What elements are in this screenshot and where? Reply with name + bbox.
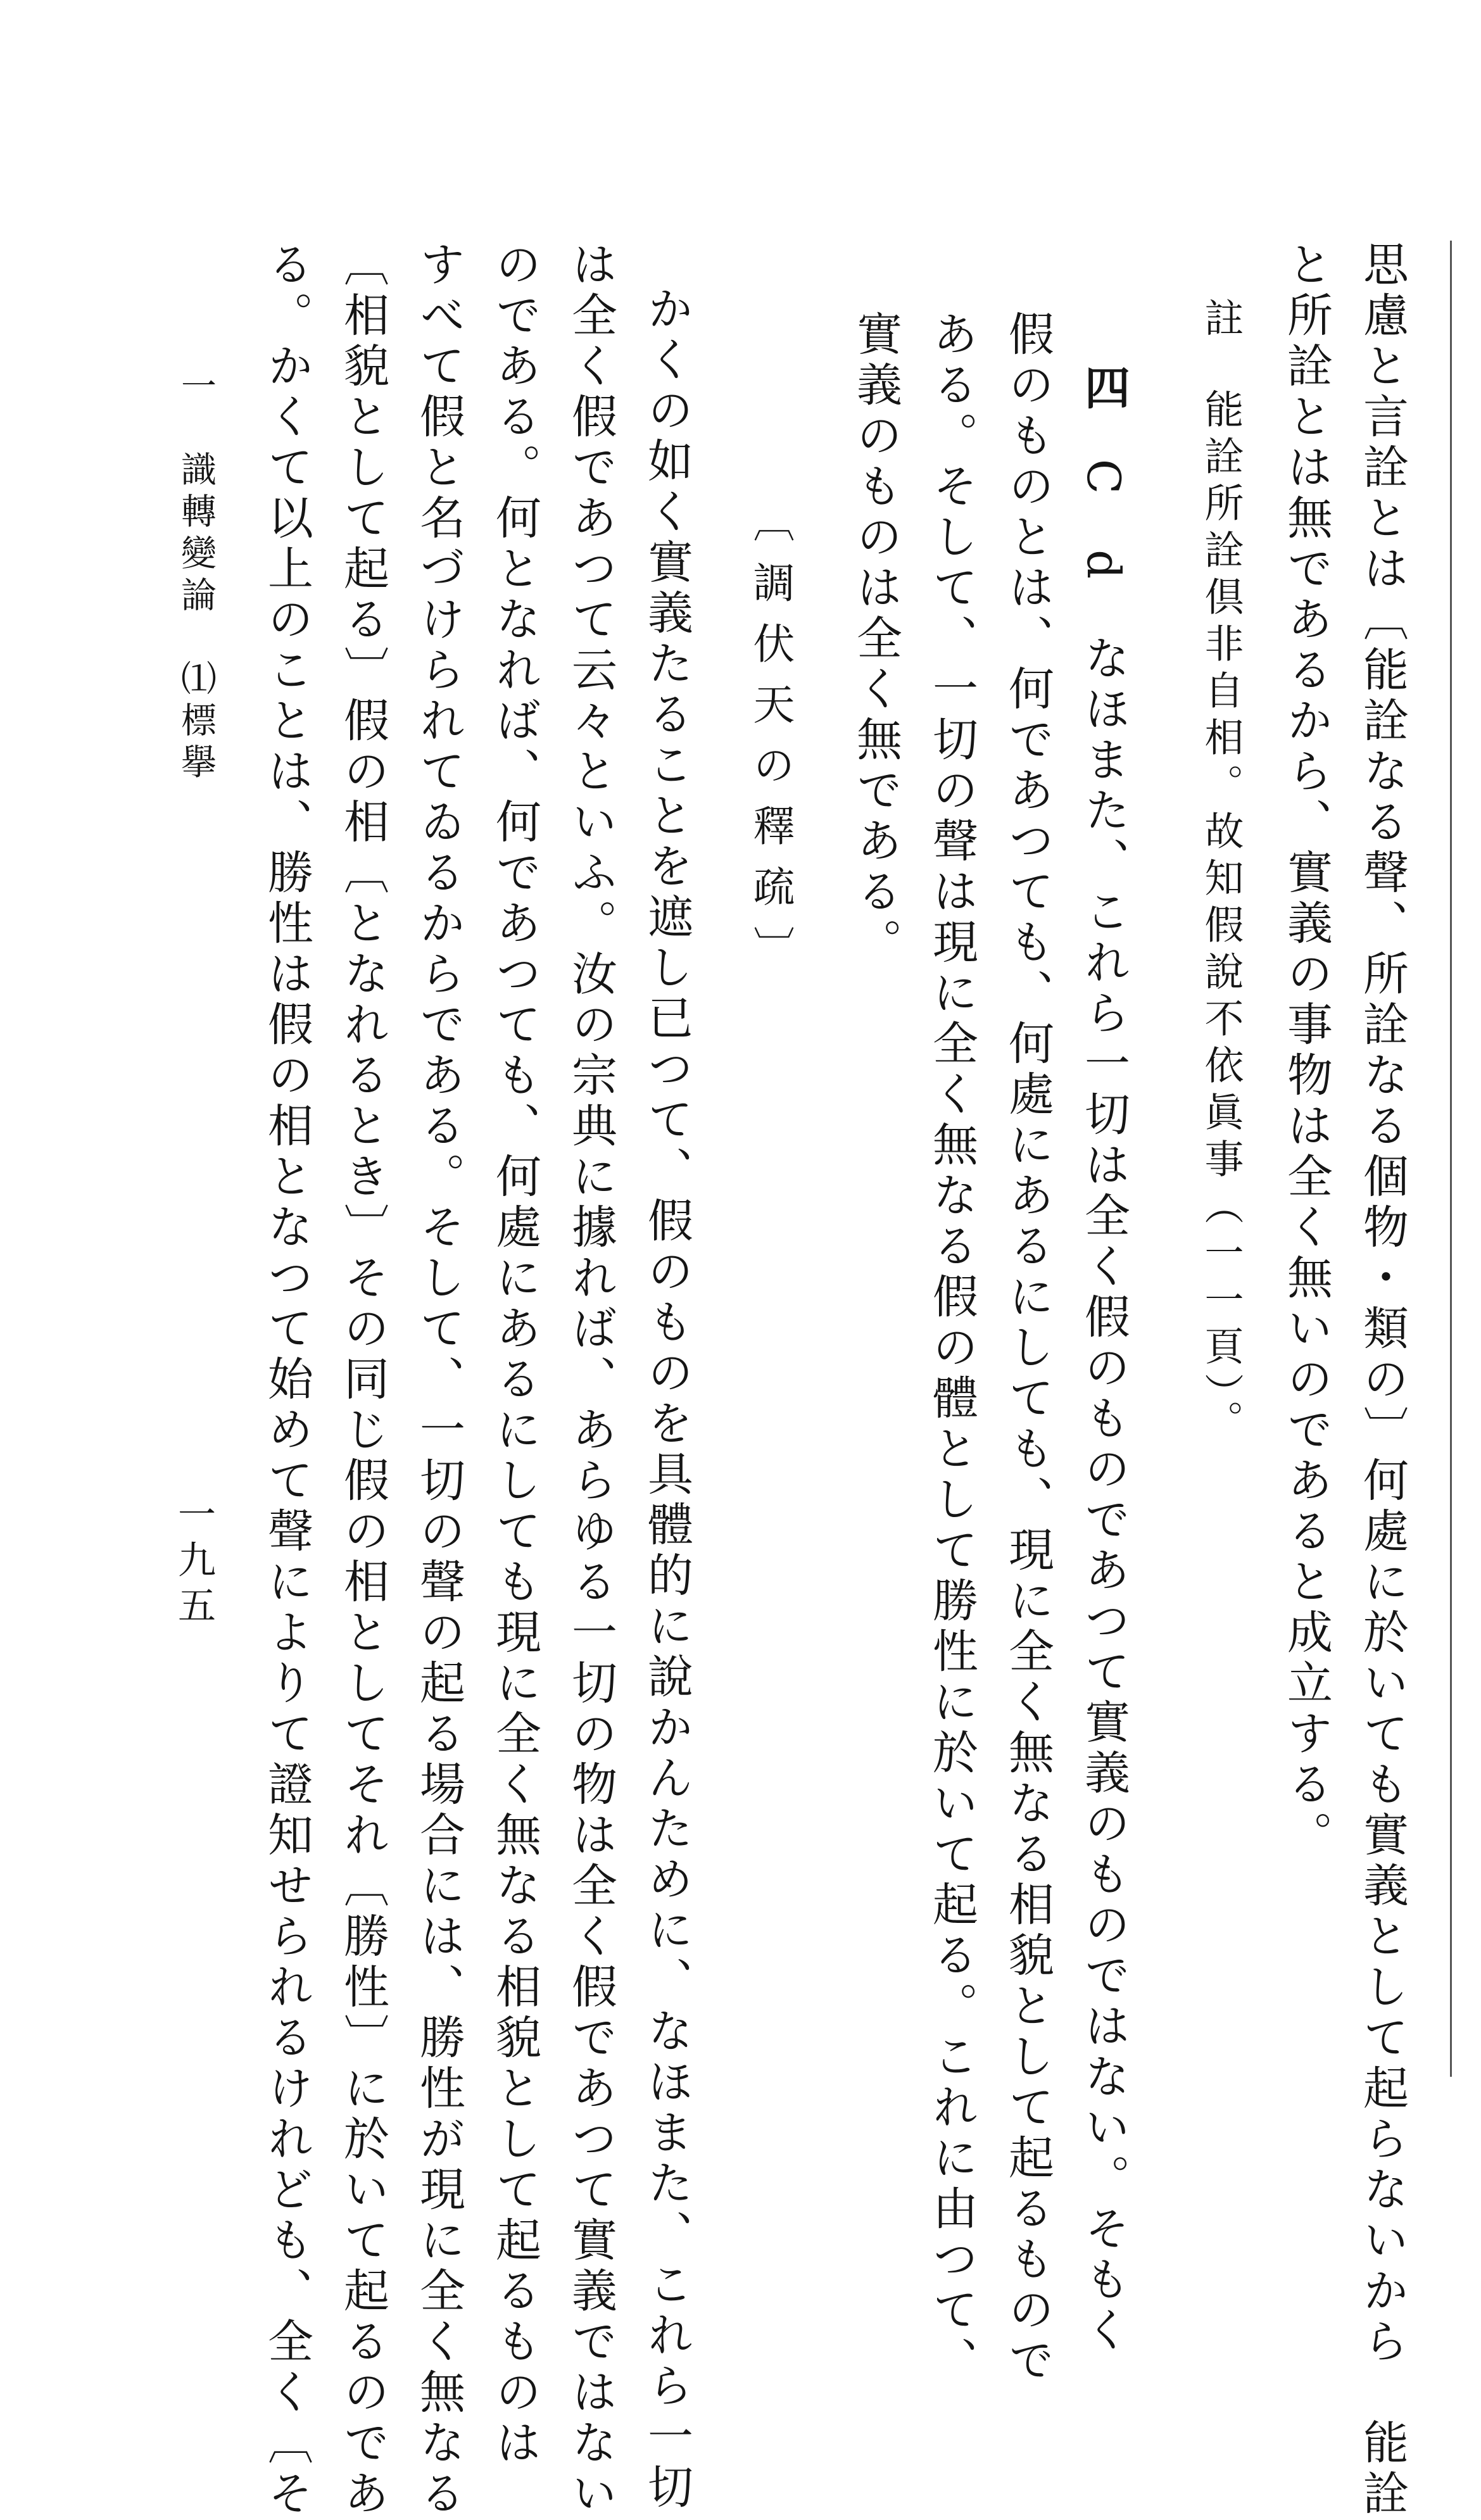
page-number: 一九五 — [172, 1494, 216, 1631]
section-number: 四 — [1077, 364, 1131, 415]
text-line-2: と所詮とは無であるから、實義の事物は全く無いのであると成立する。 — [1280, 241, 1333, 1862]
section-text: C d なほまた、これら一切は全く假のものであつて實義のものではない。そもく — [1077, 459, 1130, 2357]
running-header: 一 識轉變論 ⑴標擧 — [175, 367, 217, 785]
note-label: 註 — [1198, 298, 1244, 344]
note-text: 能詮所詮倶非自相。故知假說不依眞事（一一頁）。 — [1198, 389, 1244, 1447]
text-line-14: る。かくて以上のことは、勝性は假の相となつて始めて聲によりて證知せられるけれども、全く〔そ — [260, 241, 313, 2520]
text-line-10: は全く假であつて云々といふ。汝の宗典に據れば、あらゆる一切の物は全く假であつて實義ではない — [564, 241, 617, 2520]
text-line-13: 〔相貌として起る〕假の相〔となれるとき〕その同じ假の相としてそれ〔勝性〕に於いて起るのであ — [336, 241, 389, 2520]
text-line-7: 實義のものは全く無である。 — [849, 310, 902, 969]
text-line-9: かくの如く實義たることを遮し已つて、假のものを具體的に說かんために、なほまた、これら一切 — [640, 285, 693, 2514]
note-line — [1198, 298, 1244, 1447]
text-line-11: のである。何となれば、何であつても、何處にあるにしても現に全く無なる相貌として起るものは — [488, 241, 541, 2469]
section-line — [1077, 364, 1131, 2357]
text-line-12: すべて假と名づけられてゐるからである。そして、一切の聲の起る場合には、勝性が現に全く無なる — [412, 241, 465, 2520]
text-line-1: 思慮と言詮とは〔能詮なる聲、所詮なる個物・類の〕何處に於いても實義として起らないから 能詮 — [1356, 241, 1409, 2520]
text-line-6: ある。そして、一切の聲は現に全く無なる假の體として勝性に於いて起る。これに由つて、 — [925, 310, 978, 2387]
page-edge-rule — [1450, 241, 1452, 2077]
text-line-5: 假のものとは、何であつても、何處にあるにしても、現に全く無なる相貌として起るもので — [1001, 310, 1054, 2387]
commentary-heading: 〔調伏天の釋疏〕 — [746, 500, 795, 986]
